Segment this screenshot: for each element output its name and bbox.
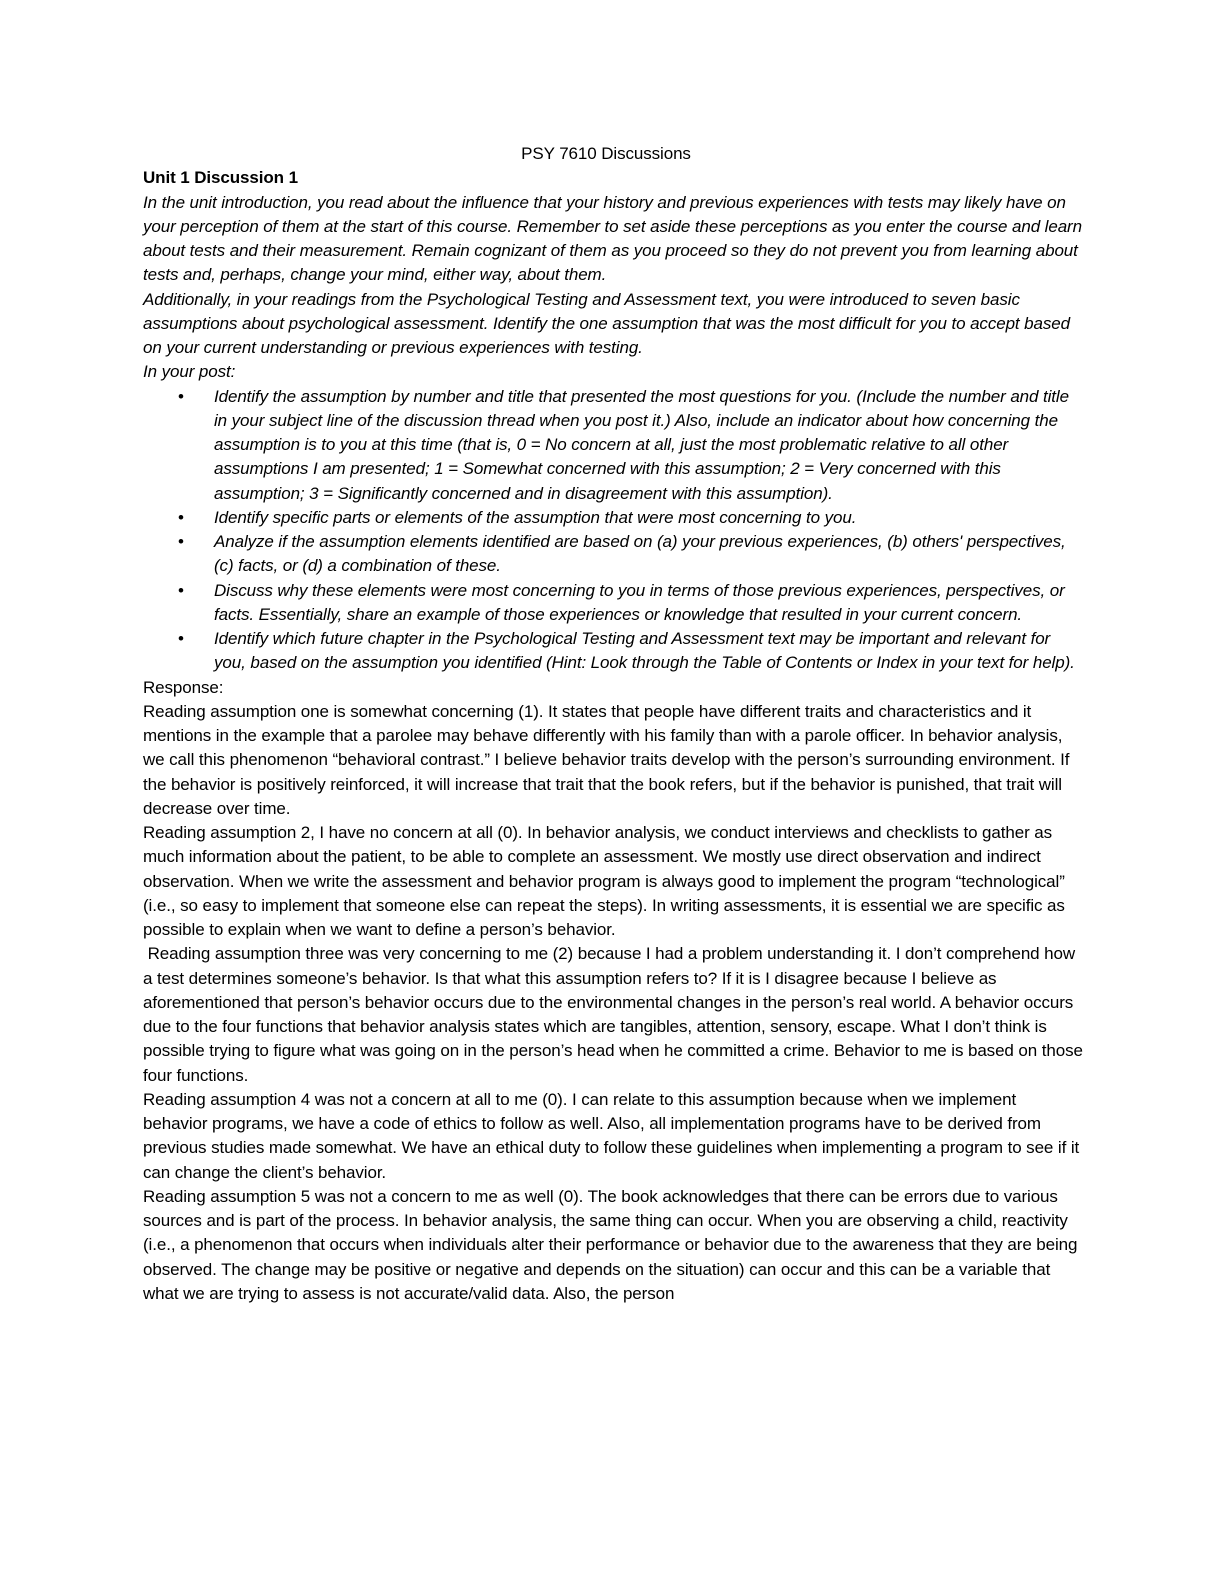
bullet-icon: • (178, 580, 184, 600)
list-item (178, 627, 1083, 676)
bullet-icon: • (178, 629, 184, 648)
response-label: Response: (143, 677, 224, 697)
discussion-heading: Unit 1 Discussion 1 (143, 168, 298, 188)
list-item (178, 506, 1083, 530)
bullet-icon: • (178, 507, 184, 527)
response-paragraph: Reading assumption 2, I have no concern at all (0). In behavior analysis, we conduct interviews and checklists to gather as much information about the patient, to be able to complete an assessment. We mostly use direct observation and indirect observation. When we write the assessment and behavior program is always good to implement the program “technological” (i.e., so easy to implement that someone else can repeat the steps). In writing assessments, it is essential we are specific as possible to explain when we want to define a person’s behavior. (143, 823, 1065, 939)
bullet-icon: • (178, 532, 184, 551)
list-item (178, 385, 1083, 506)
list-item-text: Identify specific parts or elements of the assumption that were most concerning to you. (214, 507, 857, 527)
bullet-icon: • (178, 386, 184, 406)
instruction-list (143, 385, 1083, 676)
list-item-text: Analyze if the assumption elements identified are based on (a) your previous experiences, (b) others' perspectives, (c) facts, or (d) a combination of these. (214, 532, 1066, 576)
response-paragraph: Reading assumption 5 was not a concern to me as well (0). The book acknowledges that there can be errors due to various sources and is part of the process. In behavior analysis, the same thing can occur. When you are observing a child, reactivity (i.e., a phenomenon that occurs when individuals alter their performance or behavior due to the awareness that they are being observed. The change may be positive or negative and depends on the situation) can occur and this can be a variable that what we are trying to assess is not accurate/valid data. Also, the person (143, 1186, 1078, 1303)
response-paragraph: Reading assumption one is somewhat concerning (1). It states that people have different traits and characteristics and it mentions in the example that a parolee may behave differently with his family than with a parole officer. In behavior analysis, we call this phenomenon “behavioral contrast.” I believe behavior traits develop with the person’s surrounding environment. If the behavior is positively reinforced, it will increase that trait that the book refers, but if the behavior is punished, that trait will decrease over time. (143, 701, 1070, 818)
list-item-text: Discuss why these elements were most concerning to you in terms of those previous experiences, perspectives, or facts. Essentially, share an example of those experiences or knowledge that resulted in your current concern. (214, 580, 1065, 624)
intro-paragraph: In the unit introduction, you read about the influence that your history and previous experiences with tests may likely have on your perception of them at the start of this course. Remember to set aside these perceptions as you enter the course and learn about tests and their measurement. Remain cognizant of them as you proceed so they do not prevent you from learning about tests and, perhaps, change your mind, either way, about them. (143, 192, 1082, 285)
list-item (178, 530, 1083, 579)
list-item-text: Identify which future chapter in the Psychological Testing and Assessment text may be important and relevant for you, based on the assumption you identified (Hint: Look through the Table of Contents or Index in your text for help). (214, 629, 1075, 673)
intro-paragraph: Additionally, in your readings from the Psychological Testing and Assessment text, you were introduced to seven basic assumptions about psychological assessment. Identify the one assumption that was the most difficult for you to accept based on your current understanding or previous experiences with testing. (143, 289, 1070, 357)
list-item-text: Identify the assumption by number and title that presented the most questions for you. (Include the number and title in your subject line of the discussion thread when you post it.) Also, include an indicator about how concerning the assumption is to you at this time (that is, 0 = No concern at all, just the most problematic relative to all other assumptions I am presented; 1 = Somewhat concerned with this assumption; 2 = Very concerned with this assumption; 3 = Significantly concerned and in disagreement with this assumption). (214, 386, 1069, 503)
response-paragraph: Reading assumption 4 was not a concern at all to me (0). I can relate to this assumption because when we implement behavior programs, we have a code of ethics to follow as well. Also, all implementation programs have to be derived from previous studies made somewhat. We have an ethical duty to follow these guidelines when implementing a program to see if it can change the client’s behavior. (143, 1089, 1080, 1182)
list-item (178, 579, 1083, 628)
document-title: PSY 7610 Discussions (521, 144, 691, 163)
intro-paragraph: In your post: (143, 362, 236, 382)
document-page (143, 142, 1088, 1306)
response-paragraph: Reading assumption three was very concerning to me (2) because I had a problem understanding it. I don’t comprehend how a test determines someone’s behavior. Is that what this assumption refers to? If it is I disagree because I believe as aforementioned that person’s behavior occurs due to the environmental changes in the person’s real world. A behavior occurs due to the four functions that behavior analysis states which are tangibles, attention, sensory, escape. What I don’t think is possible trying to figure what was going on in the person’s head when he committed a crime. Behavior to me is based on those four functions. (143, 944, 1088, 1085)
